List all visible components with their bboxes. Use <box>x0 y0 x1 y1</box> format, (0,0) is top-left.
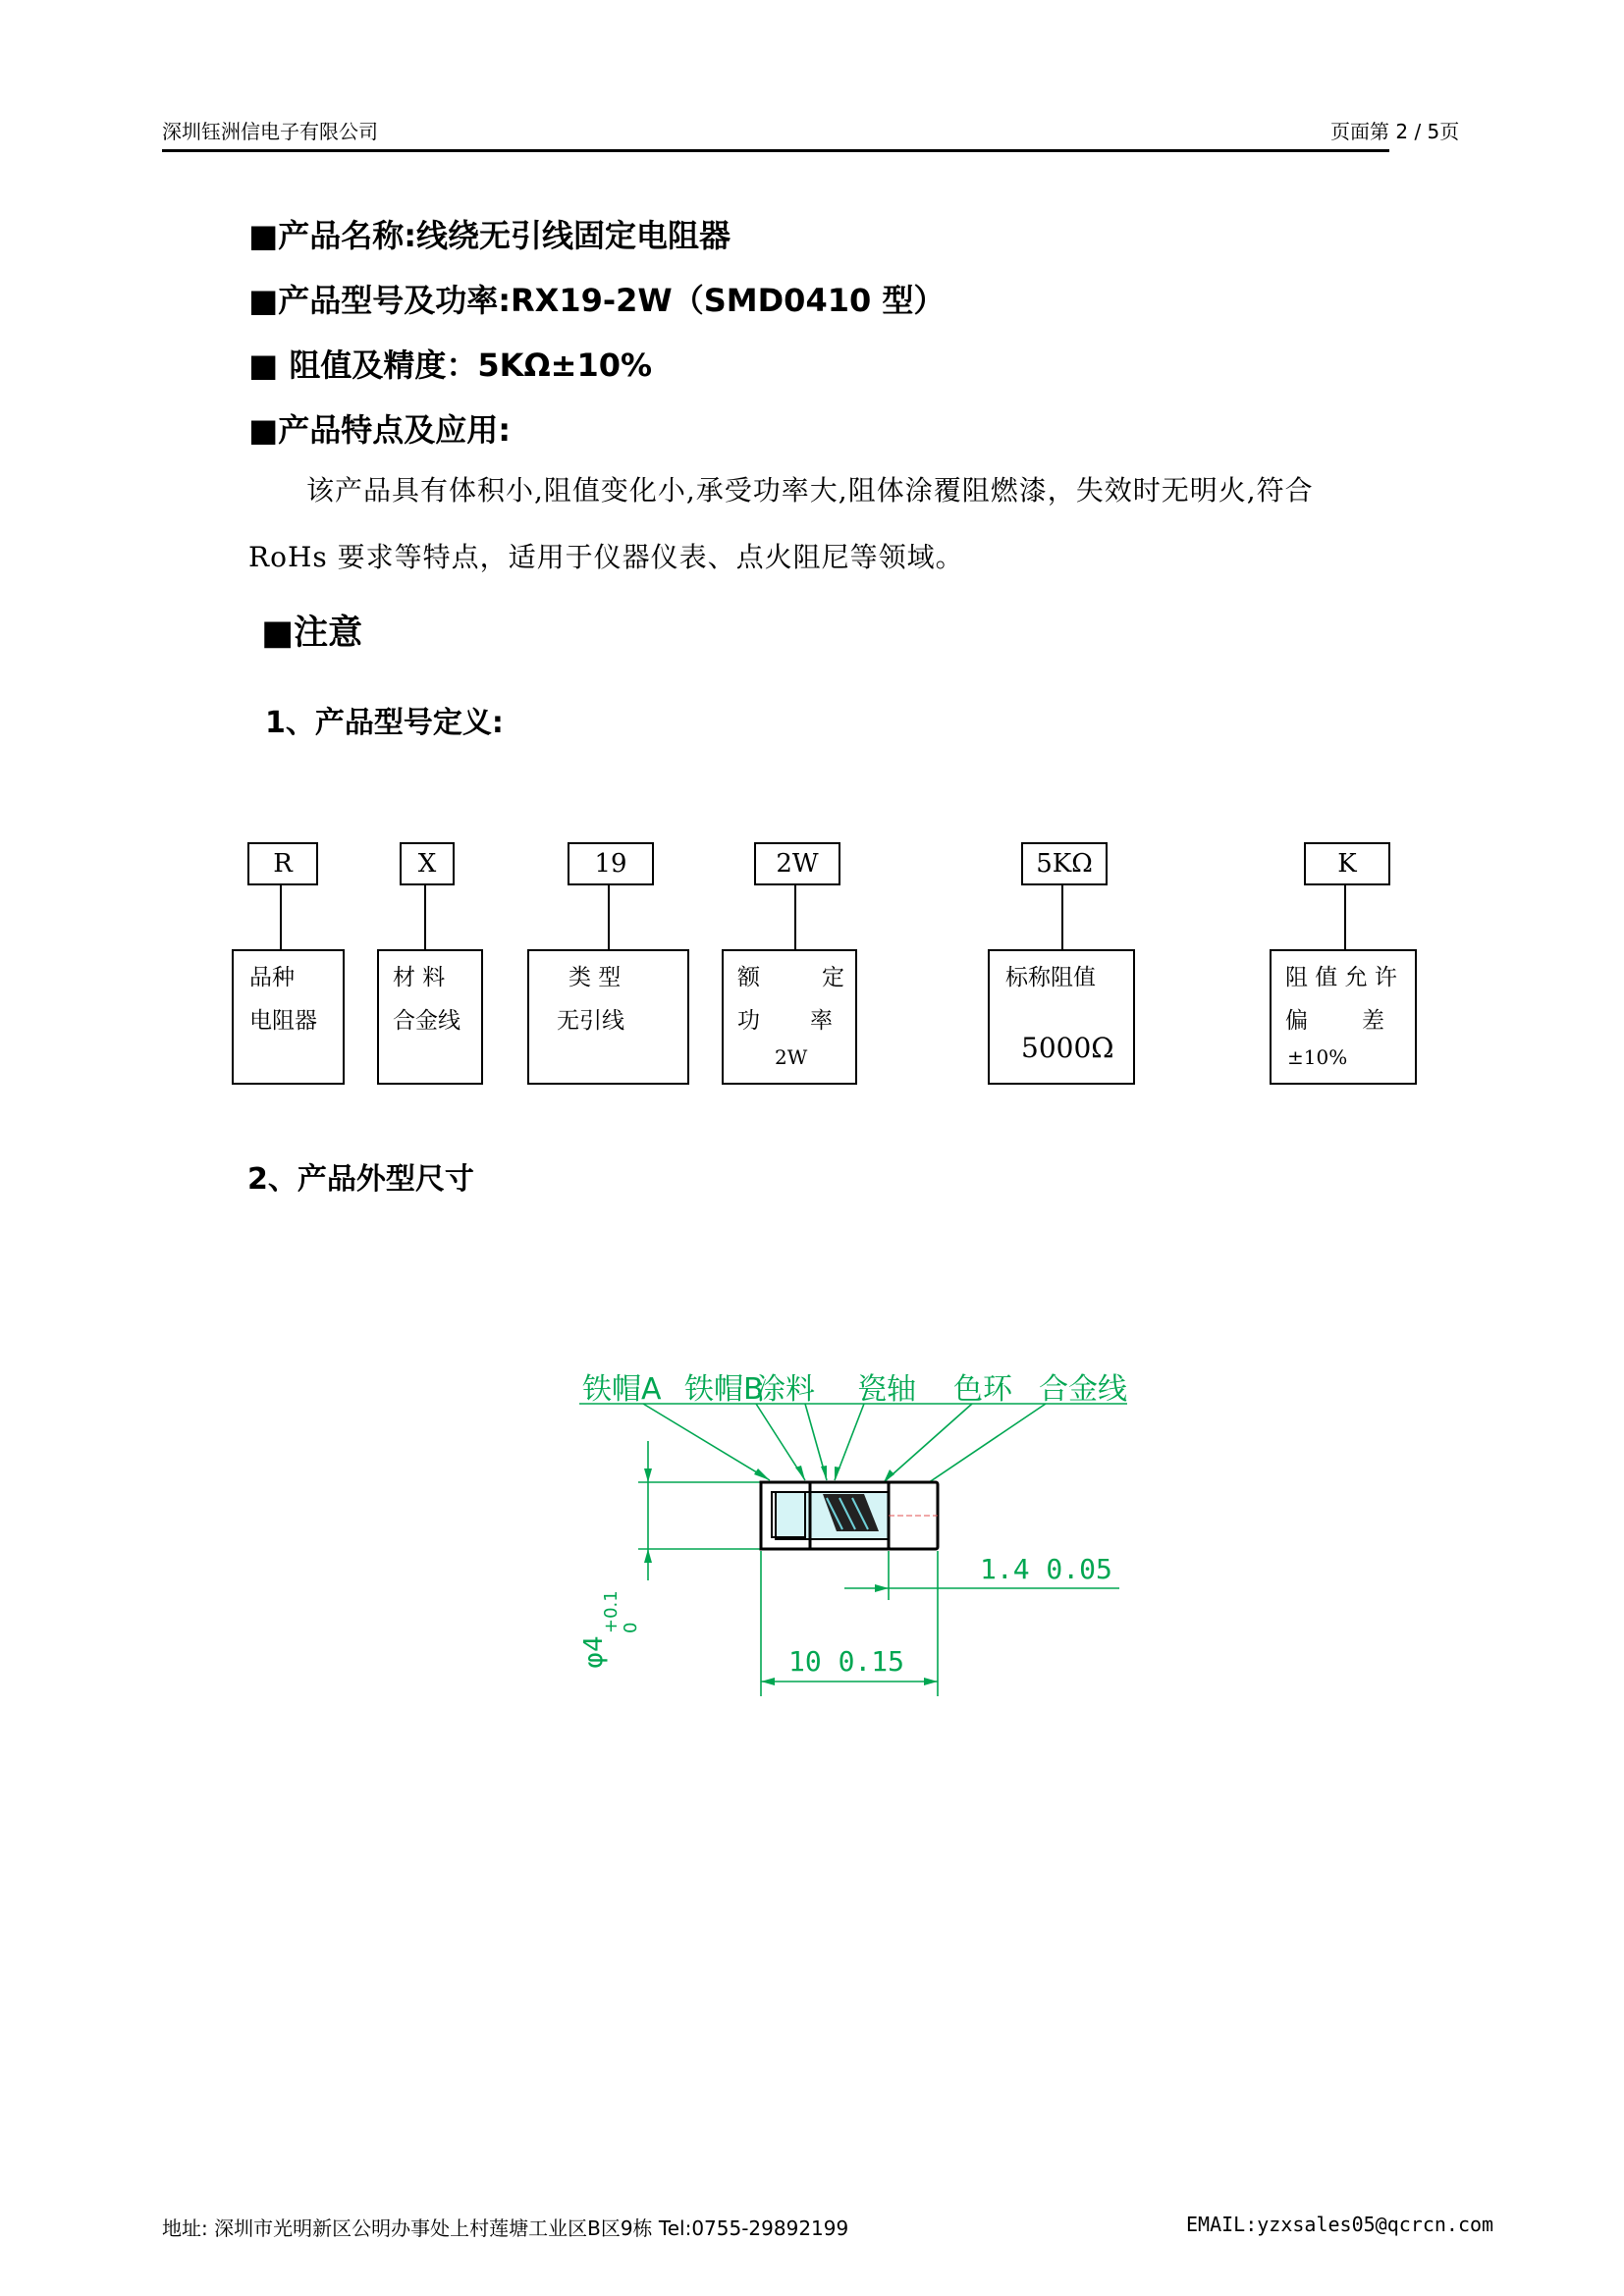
leader-cap-a <box>643 1404 770 1480</box>
label-cap-b: 铁帽B <box>684 1372 764 1407</box>
product-value-line: ■ 阻值及精度：5KΩ±10% <box>248 347 653 384</box>
desc-value: 无引线 <box>557 1008 624 1034</box>
section-1-heading: 1、产品型号定义: <box>265 706 504 740</box>
arrow <box>875 1584 889 1592</box>
resistor-body <box>761 1482 938 1549</box>
arrow <box>761 1678 775 1685</box>
cap-length-dimension: 1.4 0.05 <box>980 1553 1112 1585</box>
desc-label: 偏 <box>1285 1008 1308 1034</box>
product-name-line: ■产品名称:线绕无引线固定电阻器 <box>248 217 731 254</box>
arrow <box>924 1678 938 1685</box>
diameter-tolerance-zero: 0 <box>621 1622 641 1633</box>
desc-label: 标称阻值 <box>1005 965 1096 990</box>
desc-value: 电阻器 <box>249 1008 317 1034</box>
code-box-r: R <box>247 842 318 885</box>
features-text-line-2: RoHs 要求等特点，适用于仪器仪表、点火阻尼等领域。 <box>248 541 964 573</box>
company-name: 深圳钰洲信电子有限公司 <box>162 120 378 143</box>
label-coating: 涂料 <box>756 1372 815 1407</box>
desc-label: 差 <box>1362 1008 1384 1034</box>
arrow <box>754 1468 770 1480</box>
label-alloy-wire: 合金线 <box>1039 1372 1127 1407</box>
desc-label: 品种 <box>249 965 295 990</box>
footer-address: 地址: 深圳市光明新区公明办事处上村莲塘工业区B区9栋 Tel:0755-29892199 <box>162 2216 849 2240</box>
arrow <box>795 1466 805 1480</box>
product-model-line: ■产品型号及功率:RX19-2W（SMD0410 型） <box>248 282 946 319</box>
section-2-heading: 2、产品外型尺寸 <box>247 1162 474 1197</box>
code-box-x: X <box>400 842 455 885</box>
desc-label: 功 <box>737 1008 760 1034</box>
desc-value: 2W <box>775 1045 808 1069</box>
body-length-dimension: 10 0.15 <box>788 1645 905 1678</box>
desc-value: 5000Ω <box>1021 1032 1114 1064</box>
leader-color-ring <box>884 1404 972 1482</box>
footer-email: EMAIL:yzxsales05@qcrcn.com <box>1186 2213 1494 2236</box>
code-box-2w: 2W <box>754 842 840 885</box>
code-box-19: 19 <box>568 842 654 885</box>
arrow <box>644 1549 652 1563</box>
label-color-ring: 色环 <box>953 1372 1012 1407</box>
desc-label: 额 <box>737 965 760 990</box>
desc-label: 类 型 <box>568 965 622 990</box>
arrow <box>835 1467 840 1480</box>
arrow <box>644 1468 652 1482</box>
desc-label: 率 <box>810 1008 833 1034</box>
code-box-k: K <box>1304 842 1390 885</box>
page-number: 页面第 2 / 5页 <box>1330 120 1460 143</box>
desc-label: 材 料 <box>393 965 446 990</box>
desc-label: 阻 值 允 许 <box>1285 965 1397 990</box>
arrow <box>884 1469 894 1482</box>
desc-value: 合金线 <box>393 1008 460 1034</box>
desc-value: ±10% <box>1287 1045 1348 1069</box>
label-ceramic-shaft: 瓷轴 <box>857 1372 916 1407</box>
features-text-line-1: 该产品具有体积小,阻值变化小,承受功率大,阻体涂覆阻燃漆，失效时无明火,符合 <box>306 474 1314 507</box>
label-cap-a: 铁帽A <box>582 1372 662 1407</box>
notice-heading: ■注意 <box>261 614 363 653</box>
features-heading: ■产品特点及应用: <box>248 411 512 449</box>
desc-label: 定 <box>822 965 844 990</box>
code-box-5k: 5KΩ <box>1021 842 1108 885</box>
diameter-tolerance-plus: +0.1 <box>601 1590 622 1633</box>
arrow <box>821 1466 827 1480</box>
diameter-dimension: φ4 <box>579 1635 609 1669</box>
